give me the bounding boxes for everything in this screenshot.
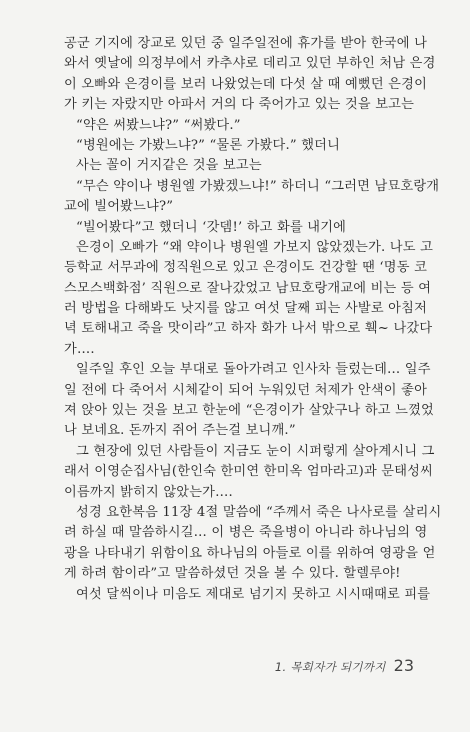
text-line: 그 현장에 있던 사람들이 지금도 눈이 시퍼렇게 살아계시니 그	[76, 443, 435, 459]
page-footer	[275, 656, 414, 675]
text-line: “병원에는 가봤느냐?” “물론 가봤다.” 했더니	[76, 137, 341, 153]
page-number: 23	[393, 656, 414, 675]
body-text	[64, 34, 442, 605]
text-line: 가 키는 자랐지만 아파서 거의 다 죽어가고 있는 것을 보고는	[64, 97, 415, 113]
text-line: 스모스백화점’ 직원으로 잘나갔었고 남묘호랑개교에 비는 등 여	[64, 280, 432, 296]
text-line: 래서 이영순집사님(한인숙 한미연 한미옥 엄마라고)과 문태성씨	[64, 464, 434, 480]
text-line: 일 전에 다 죽어서 시체같이 되어 누워있던 처제가 안색이 좋아	[64, 382, 428, 398]
text-line: 게 하려 함이라”고 말씀하셨던 것을 볼 수 있다. 할렐루야!	[64, 566, 401, 582]
text-line: 녁 토해내고 죽을 맛이라”고 하자 화가 나서 밖으로 훽~ 나갔다	[64, 321, 433, 337]
text-line: 등학교 서무과에 정직원으로 있고 은경이도 건강할 땐 ‘명동 코	[64, 260, 428, 276]
text-line: 사는 꼴이 거지같은 것을 보고는	[76, 158, 262, 174]
text-line: “빌어봤다”고 했더니 ‘갓뎀!’ 하고 화를 내기에	[76, 219, 347, 235]
text-line: 나 보네요. 돈까지 쥐어 주는걸 보니깨.”	[64, 423, 296, 439]
text-line: 와서 옛날에 의정부에서 카추샤로 데리고 있던 부하인 처남 은경	[64, 56, 436, 72]
text-line: 일주일 후인 오늘 부대로 돌아가려고 인사차 들렀는데… 일주	[76, 362, 431, 378]
text-line: 성경 요한복음 11장 4절 말씀에 “주께서 죽은 나사로를 살리시	[76, 504, 442, 520]
text-line: 은경이 오빠가 “왜 약이나 병원엘 가보지 않았겠는가. 나도 고	[76, 239, 434, 255]
text-line: 이 오빠와 은경이를 보러 나왔었는데 다섯 살 때 예뻤던 은경이	[64, 76, 428, 92]
chapter-title: 1. 목회자가 되기까지	[274, 660, 386, 674]
text-line: 여섯 달씩이나 미음도 제대로 넘기지 못하고 시시때때로 피를	[76, 586, 431, 602]
text-line: 이름까지 밝히지 않았는가….	[64, 484, 233, 500]
text-line: “무슨 약이나 병원엘 가봤겠느냐!” 하더니 “그러면 남묘호랑개	[76, 178, 440, 194]
text-line: 져 앉아 있는 것을 보고 한눈에 “은경이가 살았구나 하고 느꼈었	[64, 403, 434, 419]
text-line: “약은 써봤느냐?” “써봤다.”	[76, 117, 241, 133]
text-line: 려 하실 때 말씀하시길… 이 병은 죽을병이 아니라 하나님의 영	[64, 525, 428, 541]
text-line: 러 방법을 다해봐도 낫지를 않고 여섯 달째 피는 사발로 아침저	[64, 301, 428, 317]
text-line: 공군 기지에 장교로 있던 중 일주일전에 휴가를 받아 한국에 나	[64, 36, 428, 51]
text-line: 가….	[64, 341, 95, 357]
text-line: 교에 빌어봤느냐?”	[64, 199, 174, 215]
text-line: 광을 나타내기 위함이요 하나님의 아들로 이를 위하여 영광을 얻	[64, 545, 436, 561]
